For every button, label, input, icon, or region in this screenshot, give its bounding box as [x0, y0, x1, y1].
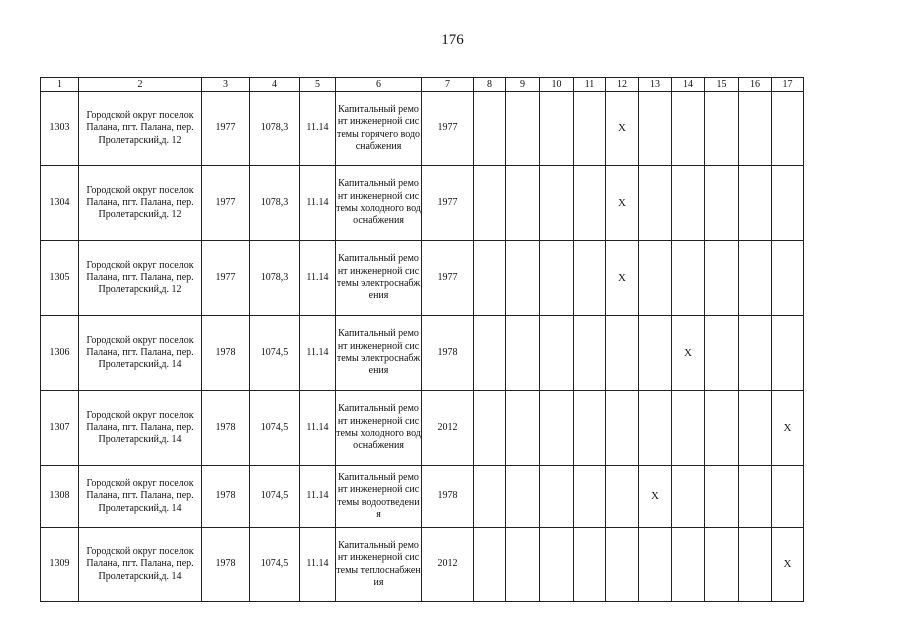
year-built-cell: 1977: [202, 241, 250, 316]
year-built-cell: 1977: [202, 92, 250, 166]
code-cell: 11.14: [300, 391, 336, 466]
year-built-cell: 1978: [202, 391, 250, 466]
mark-cell-col-13: [639, 92, 672, 166]
work-type-cell: Капитальный ремонт инженерной системы холодного водоснабжения: [336, 391, 422, 466]
year-cell: 1978: [422, 466, 474, 528]
address-cell: Городской округ поселок Палана, пгт. Палана, пер. Пролетарский,д. 12: [79, 241, 202, 316]
column-number-14: 14: [672, 78, 705, 92]
year-cell: 2012: [422, 528, 474, 602]
mark-cell-col-13: [639, 241, 672, 316]
column-number-15: 15: [705, 78, 739, 92]
mark-cell-col-8: [474, 466, 506, 528]
record-number-cell: 1309: [41, 528, 79, 602]
address-cell: Городской округ поселок Палана, пгт. Палана, пер. Пролетарский,д. 12: [79, 92, 202, 166]
mark-cell-col-17: X: [772, 391, 804, 466]
column-number-5: 5: [300, 78, 336, 92]
column-number-17: 17: [772, 78, 804, 92]
mark-cell-col-12: [606, 391, 639, 466]
column-number-4: 4: [250, 78, 300, 92]
mark-cell-col-11: [574, 391, 606, 466]
mark-cell-col-15: [705, 166, 739, 241]
mark-cell-col-10: [540, 316, 574, 391]
mark-cell-col-14: [672, 528, 705, 602]
mark-cell-col-15: [705, 316, 739, 391]
table-row: [41, 241, 804, 316]
year-cell: 1977: [422, 92, 474, 166]
mark-cell-col-15: [705, 528, 739, 602]
area-cell: 1078,3: [250, 92, 300, 166]
column-number-12: 12: [606, 78, 639, 92]
year-cell: 2012: [422, 391, 474, 466]
mark-cell-col-15: [705, 466, 739, 528]
mark-cell-col-17: [772, 92, 804, 166]
repair-register-table: [40, 77, 804, 602]
code-cell: 11.14: [300, 528, 336, 602]
record-number-cell: 1303: [41, 92, 79, 166]
work-type-cell: Капитальный ремонт инженерной системы водоотведения: [336, 466, 422, 528]
mark-cell-col-8: [474, 316, 506, 391]
mark-cell-col-16: [739, 391, 772, 466]
record-number-cell: 1306: [41, 316, 79, 391]
mark-cell-col-17: [772, 166, 804, 241]
mark-cell-col-8: [474, 92, 506, 166]
mark-cell-col-16: [739, 166, 772, 241]
code-cell: 11.14: [300, 316, 336, 391]
column-number-11: 11: [574, 78, 606, 92]
table-row: [41, 92, 804, 166]
work-type-cell: Капитальный ремонт инженерной системы горячего водоснабжения: [336, 92, 422, 166]
mark-cell-col-17: [772, 241, 804, 316]
mark-cell-col-10: [540, 528, 574, 602]
year-built-cell: 1978: [202, 466, 250, 528]
table-row: [41, 166, 804, 241]
column-number-6: 6: [336, 78, 422, 92]
area-cell: 1074,5: [250, 316, 300, 391]
table-row: [41, 316, 804, 391]
mark-cell-col-12: [606, 466, 639, 528]
area-cell: 1078,3: [250, 241, 300, 316]
mark-cell-col-10: [540, 391, 574, 466]
area-cell: 1074,5: [250, 528, 300, 602]
work-type-cell: Капитальный ремонт инженерной системы электроснабжения: [336, 316, 422, 391]
mark-cell-col-17: [772, 466, 804, 528]
mark-cell-col-12: X: [606, 166, 639, 241]
column-number-13: 13: [639, 78, 672, 92]
mark-cell-col-16: [739, 92, 772, 166]
column-number-7: 7: [422, 78, 474, 92]
mark-cell-col-15: [705, 391, 739, 466]
address-cell: Городской округ поселок Палана, пгт. Палана, пер. Пролетарский,д. 14: [79, 391, 202, 466]
mark-cell-col-9: [506, 316, 540, 391]
mark-cell-col-10: [540, 92, 574, 166]
address-cell: Городской округ поселок Палана, пгт. Палана, пер. Пролетарский,д. 14: [79, 316, 202, 391]
mark-cell-col-11: [574, 316, 606, 391]
mark-cell-col-14: [672, 92, 705, 166]
mark-cell-col-8: [474, 241, 506, 316]
mark-cell-col-8: [474, 528, 506, 602]
mark-cell-col-10: [540, 166, 574, 241]
mark-cell-col-17: [772, 316, 804, 391]
address-cell: Городской округ поселок Палана, пгт. Палана, пер. Пролетарский,д. 12: [79, 166, 202, 241]
mark-cell-col-16: [739, 316, 772, 391]
work-type-cell: Капитальный ремонт инженерной системы холодного водоснабжения: [336, 166, 422, 241]
mark-cell-col-13: [639, 391, 672, 466]
year-built-cell: 1978: [202, 316, 250, 391]
mark-cell-col-11: [574, 466, 606, 528]
column-number-1: 1: [41, 78, 79, 92]
mark-cell-col-12: X: [606, 92, 639, 166]
address-cell: Городской округ поселок Палана, пгт. Палана, пер. Пролетарский,д. 14: [79, 528, 202, 602]
work-type-cell: Капитальный ремонт инженерной системы электроснабжения: [336, 241, 422, 316]
area-cell: 1078,3: [250, 166, 300, 241]
record-number-cell: 1308: [41, 466, 79, 528]
mark-cell-col-13: [639, 528, 672, 602]
address-cell: Городской округ поселок Палана, пгт. Палана, пер. Пролетарский,д. 14: [79, 466, 202, 528]
mark-cell-col-11: [574, 92, 606, 166]
page-number: 176: [441, 32, 464, 48]
mark-cell-col-14: [672, 466, 705, 528]
mark-cell-col-12: X: [606, 241, 639, 316]
mark-cell-col-17: X: [772, 528, 804, 602]
mark-cell-col-9: [506, 166, 540, 241]
mark-cell-col-8: [474, 166, 506, 241]
table-row: [41, 466, 804, 528]
mark-cell-col-13: [639, 316, 672, 391]
mark-cell-col-11: [574, 241, 606, 316]
record-number-cell: 1305: [41, 241, 79, 316]
mark-cell-col-9: [506, 241, 540, 316]
mark-cell-col-12: [606, 316, 639, 391]
table-row: [41, 391, 804, 466]
record-number-cell: 1304: [41, 166, 79, 241]
mark-cell-col-16: [739, 466, 772, 528]
year-cell: 1977: [422, 166, 474, 241]
mark-cell-col-9: [506, 391, 540, 466]
mark-cell-col-11: [574, 166, 606, 241]
mark-cell-col-14: [672, 391, 705, 466]
code-cell: 11.14: [300, 241, 336, 316]
column-number-2: 2: [79, 78, 202, 92]
mark-cell-col-15: [705, 92, 739, 166]
mark-cell-col-14: X: [672, 316, 705, 391]
year-cell: 1978: [422, 316, 474, 391]
mark-cell-col-10: [540, 241, 574, 316]
mark-cell-col-14: [672, 241, 705, 316]
code-cell: 11.14: [300, 466, 336, 528]
work-type-cell: Капитальный ремонт инженерной системы теплоснабжения: [336, 528, 422, 602]
mark-cell-col-13: [639, 166, 672, 241]
column-number-8: 8: [474, 78, 506, 92]
code-cell: 11.14: [300, 92, 336, 166]
mark-cell-col-13: X: [639, 466, 672, 528]
mark-cell-col-12: [606, 528, 639, 602]
mark-cell-col-16: [739, 528, 772, 602]
mark-cell-col-9: [506, 92, 540, 166]
column-number-9: 9: [506, 78, 540, 92]
table-row: [41, 528, 804, 602]
year-built-cell: 1977: [202, 166, 250, 241]
mark-cell-col-14: [672, 166, 705, 241]
record-number-cell: 1307: [41, 391, 79, 466]
area-cell: 1074,5: [250, 391, 300, 466]
code-cell: 11.14: [300, 166, 336, 241]
mark-cell-col-9: [506, 466, 540, 528]
mark-cell-col-16: [739, 241, 772, 316]
year-cell: 1977: [422, 241, 474, 316]
column-number-row: [41, 78, 804, 92]
column-number-16: 16: [739, 78, 772, 92]
mark-cell-col-11: [574, 528, 606, 602]
mark-cell-col-10: [540, 466, 574, 528]
column-number-10: 10: [540, 78, 574, 92]
column-number-3: 3: [202, 78, 250, 92]
mark-cell-col-15: [705, 241, 739, 316]
mark-cell-col-8: [474, 391, 506, 466]
mark-cell-col-9: [506, 528, 540, 602]
year-built-cell: 1978: [202, 528, 250, 602]
area-cell: 1074,5: [250, 466, 300, 528]
